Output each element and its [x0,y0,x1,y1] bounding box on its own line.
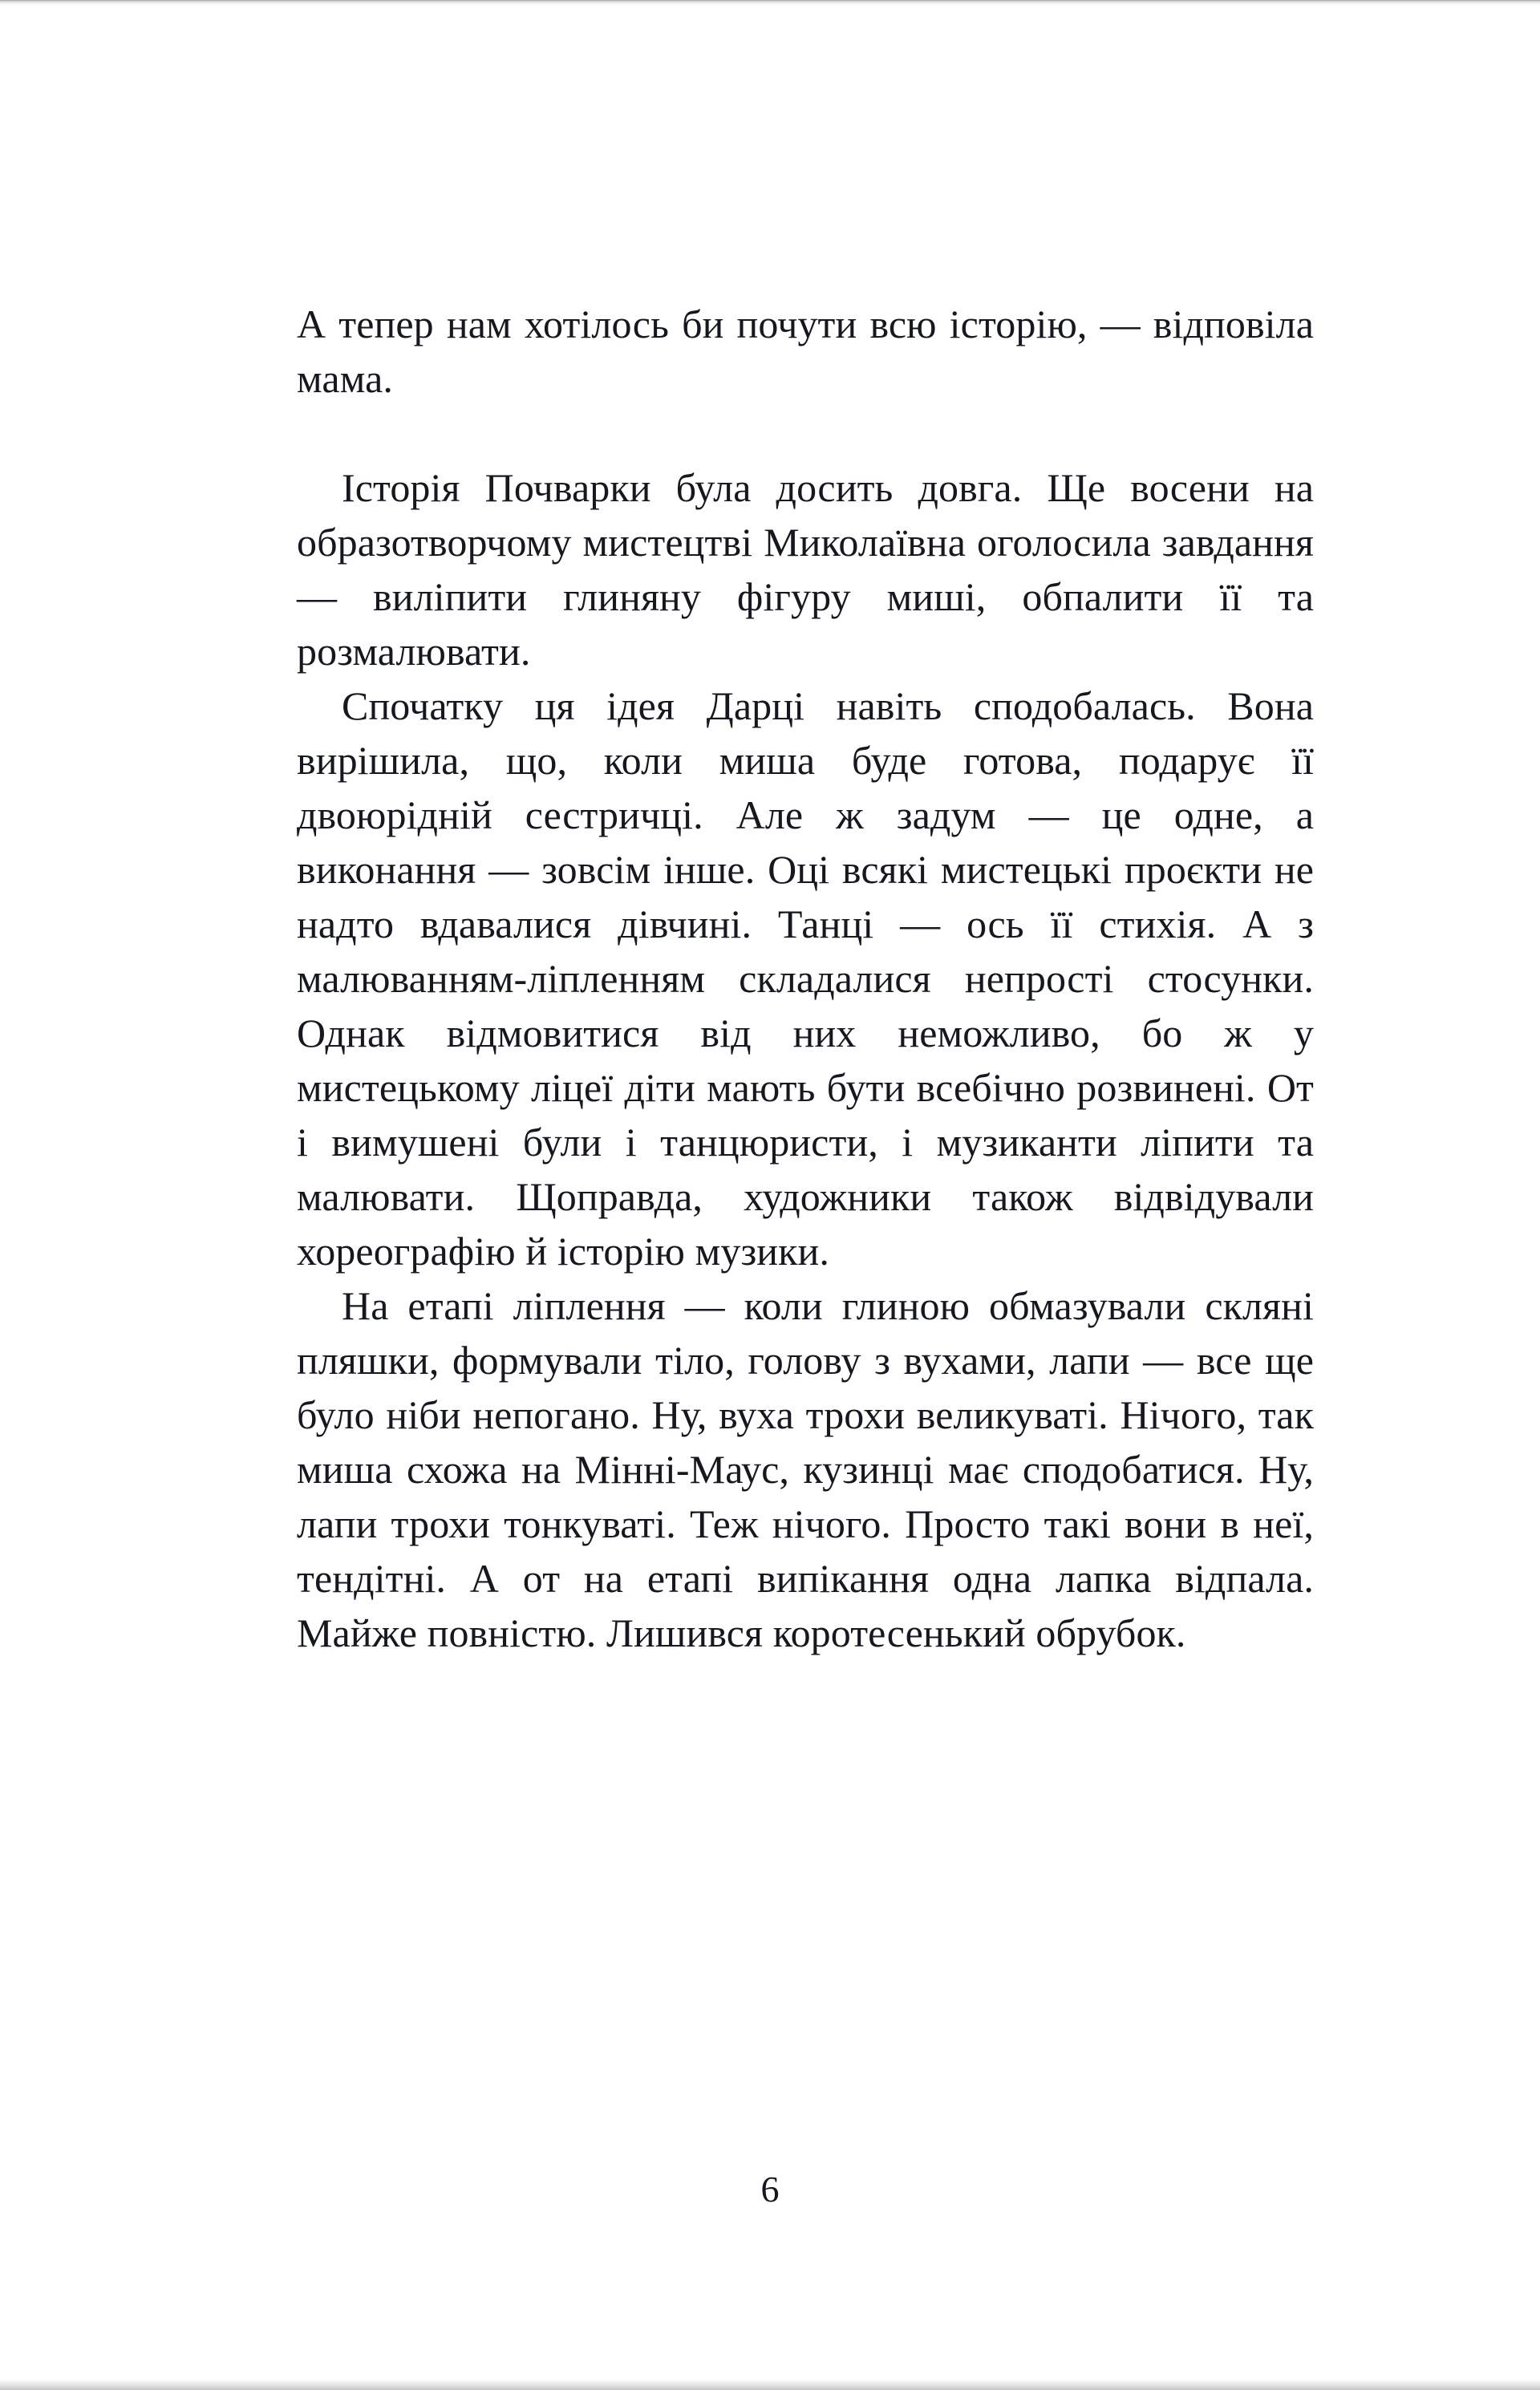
page-bottom-edge-strip [0,2379,1540,2390]
page-number: 6 [760,2169,780,2210]
paragraph-1: А тепер нам хотілось би почути всю історію, — відповіла мама. [297,302,1314,401]
paragraph-4: На етапі ліплення — коли глиною обмазували скляні пляшки, формували тіло, голову з вухами, лапи — все ще було ніби непогано. Ну, вуха трохи великуваті. Нічого, так миша схожа на Мінні-Маус, кузинці має сподобатися. Ну, лапи трохи тонкуваті. Теж нічого. Просто такі вони в неї, тендітні. А от на етапі випікання одна лапка відпала. Майже повністю. Лишився коротесенький обрубок. [297,1283,1314,1655]
paragraph-gap [297,406,1314,460]
paragraph-2: Історія Почварки була досить довга. Ще восени на образотворчому мистецтві Миколаївна оголосила завдання — виліпити глиняну фігуру миші, обпалити її та розмалювати. [297,465,1314,674]
page-top-edge-strip [0,0,1540,5]
page-text-block [297,297,1314,1660]
paragraph-3: Спочатку ця ідея Дарці навіть сподобалась. Вона вирішила, що, коли миша буде готова, подарує її двоюрідній сестричці. Але ж задум — це одне, а виконання — зовсім інше. Оці всякі мистецькі проєкти не надто вдавалися дівчині. Танці — ось її стихія. А з малюванням-ліпленням складалися непрості стосунки. Однак відмовитися від них неможливо, бо ж у мистецькому ліцеї діти мають бути всебічно розвинені. От і вимушені були і танцюристи, і музиканти ліпити та малювати. Щоправда, художники також відвідували хореографію й історію музики. [297,683,1314,1274]
